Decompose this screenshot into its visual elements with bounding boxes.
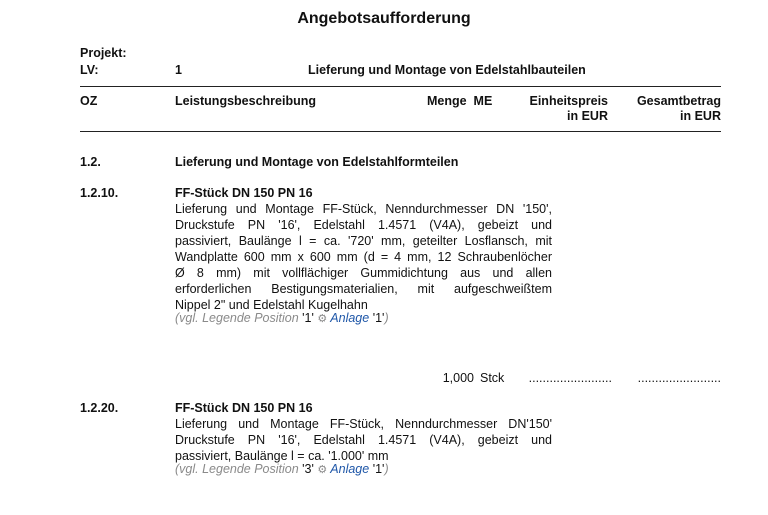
lv-number: 1 <box>175 63 182 77</box>
header-bottom-rule <box>80 131 721 132</box>
description-line: Wandplatte 600 mm x 600 mm (d = 4 mm, 12 Schraubenlöcher <box>175 250 552 264</box>
legend-reference-suffix: ) <box>384 462 389 476</box>
anlage-value: '1' <box>372 462 385 476</box>
gear-icon: ⚙ <box>317 313 328 325</box>
description-line: passiviert, Baulänge l = ca. '720' mm, geteilter Losflansch, mit <box>175 234 552 248</box>
column-header-total-currency: in EUR <box>680 109 721 123</box>
description-line: passiviert, Baulänge l = ca. '1.000' mm <box>175 449 389 463</box>
group-oz: 1.2. <box>80 155 101 169</box>
description-line: Lieferung und Montage FF-Stück, Nenndurchmesser DN '150', <box>175 202 552 216</box>
page-title: Angebotsaufforderung <box>297 10 471 27</box>
unit-price-placeholder[interactable]: ........................ <box>528 371 612 385</box>
legend-reference-prefix: (vgl. Legende Position <box>175 311 303 325</box>
anlage-link[interactable]: Anlage <box>330 462 370 476</box>
total-price-placeholder[interactable]: ........................ <box>637 371 721 385</box>
position-description <box>175 416 552 464</box>
column-header-unit-price: Einheitspreis <box>529 94 608 108</box>
header-top-rule <box>80 86 721 87</box>
position-description <box>175 201 552 313</box>
position-title: FF-Stück DN 150 PN 16 <box>175 186 313 200</box>
group-title: Lieferung und Montage von Edelstahlformteilen <box>175 155 459 169</box>
lv-label: LV: <box>80 63 99 77</box>
column-header-total: Gesamtbetrag <box>636 94 721 108</box>
column-header-unit-price-currency: in EUR <box>567 109 608 123</box>
position-oz: 1.2.20. <box>80 401 119 415</box>
position-oz: 1.2.10. <box>80 186 119 200</box>
description-line: Ø 8 mm) mit vollflächiger Gummidichtung aus und allen <box>175 266 552 280</box>
description-line: erforderlichen Bestigungsmaterialien, mit aufgeschweißtem <box>175 282 552 296</box>
legend-reference-suffix: ) <box>384 311 389 325</box>
description-line: Nippel 2" und Edelstahl Kugelhahn <box>175 298 368 312</box>
description-line: Druckstufe PN '16', Edelstahl 1.4571 (V4A), gebeizt und <box>175 218 552 232</box>
legend-reference <box>175 462 389 476</box>
position-title: FF-Stück DN 150 PN 16 <box>175 401 313 415</box>
legend-position-value: '1' <box>302 311 314 325</box>
column-header-oz: OZ <box>80 94 98 108</box>
legend-reference-prefix: (vgl. Legende Position <box>175 462 303 476</box>
description-line: Druckstufe PN '16', Edelstahl 1.4571 (V4A), gebeizt und <box>175 433 552 447</box>
anlage-value: '1' <box>372 311 385 325</box>
description-line: Lieferung und Montage FF-Stück, Nenndurchmesser DN'150' <box>175 417 552 431</box>
project-label: Projekt: <box>80 46 127 60</box>
column-header-quantity-unit: Menge ME <box>427 94 493 108</box>
legend-position-value: '3' <box>302 462 314 476</box>
anlage-link[interactable]: Anlage <box>330 311 370 325</box>
column-header-description: Leistungsbeschreibung <box>175 94 316 108</box>
legend-reference <box>175 311 389 325</box>
gear-icon: ⚙ <box>317 464 328 476</box>
lv-title: Lieferung und Montage von Edelstahlbauteilen <box>308 63 586 77</box>
position-quantity: 1,000 <box>442 371 474 385</box>
position-unit: Stck <box>480 371 505 385</box>
